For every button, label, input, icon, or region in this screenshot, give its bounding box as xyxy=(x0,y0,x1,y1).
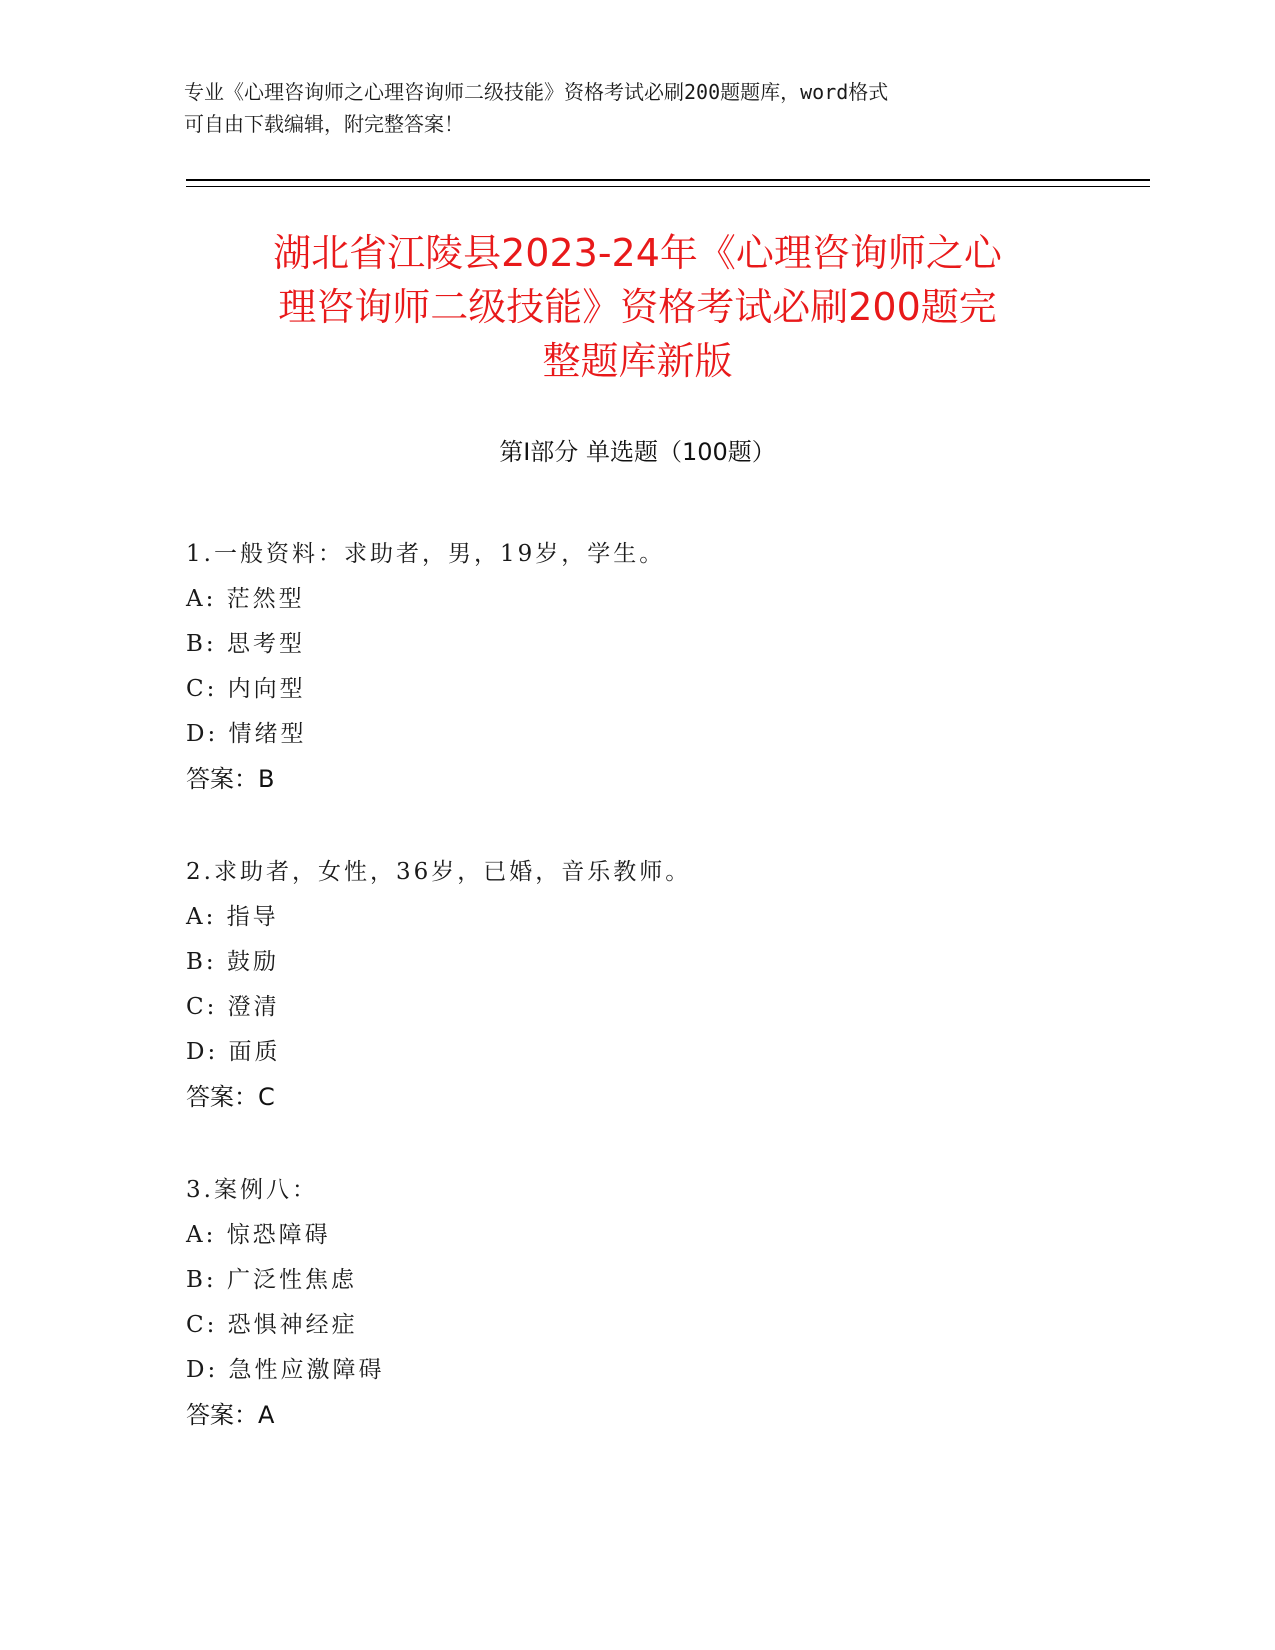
header-note-line-1: 专业《心理咨询师之心理咨询师二级技能》资格考试必刷200题题库，word格式 xyxy=(184,80,889,104)
question-2 xyxy=(186,850,1086,1120)
header-divider-thin xyxy=(186,186,1150,187)
header-note xyxy=(184,76,1084,140)
option-c: C: 恐惧神经症 xyxy=(186,1312,358,1338)
option-b: B: 鼓励 xyxy=(186,949,279,975)
option-c: C: 澄清 xyxy=(186,994,280,1020)
option-b: B: 思考型 xyxy=(186,631,305,657)
option-a: A: 茫然型 xyxy=(186,586,305,612)
option-d: D: 面质 xyxy=(186,1039,281,1065)
option-d: D: 情绪型 xyxy=(186,721,307,747)
answer: 答案：C xyxy=(186,1083,275,1111)
option-a: A: 惊恐障碍 xyxy=(186,1222,331,1248)
option-c: C: 内向型 xyxy=(186,676,306,702)
header-note-line-2: 可自由下载编辑，附完整答案！ xyxy=(184,112,464,136)
document-title-line-1: 湖北省江陵县2023-24年《心理咨询师之心 xyxy=(273,231,1002,275)
question-stem: 1.一般资料：求助者，男，19岁，学生。 xyxy=(186,541,666,567)
answer: 答案：A xyxy=(186,1401,275,1429)
question-3 xyxy=(186,1168,1086,1438)
option-d: D: 急性应激障碍 xyxy=(186,1357,385,1383)
section-heading: 第Ⅰ部分 单选题（100题） xyxy=(499,438,776,466)
option-a: A: 指导 xyxy=(186,904,279,930)
question-stem: 3.案例八： xyxy=(186,1177,318,1203)
question-stem: 2.求助者，女性，36岁，已婚，音乐教师。 xyxy=(186,859,692,885)
header-divider-thick xyxy=(186,179,1150,181)
document-title-line-3: 整题库新版 xyxy=(542,339,733,383)
question-1 xyxy=(186,532,1086,802)
document-title-line-2: 理咨询师二级技能》资格考试必刷200题完 xyxy=(278,285,997,329)
option-b: B: 广泛性焦虑 xyxy=(186,1267,357,1293)
answer: 答案：B xyxy=(186,765,275,793)
document-title xyxy=(150,226,1125,388)
